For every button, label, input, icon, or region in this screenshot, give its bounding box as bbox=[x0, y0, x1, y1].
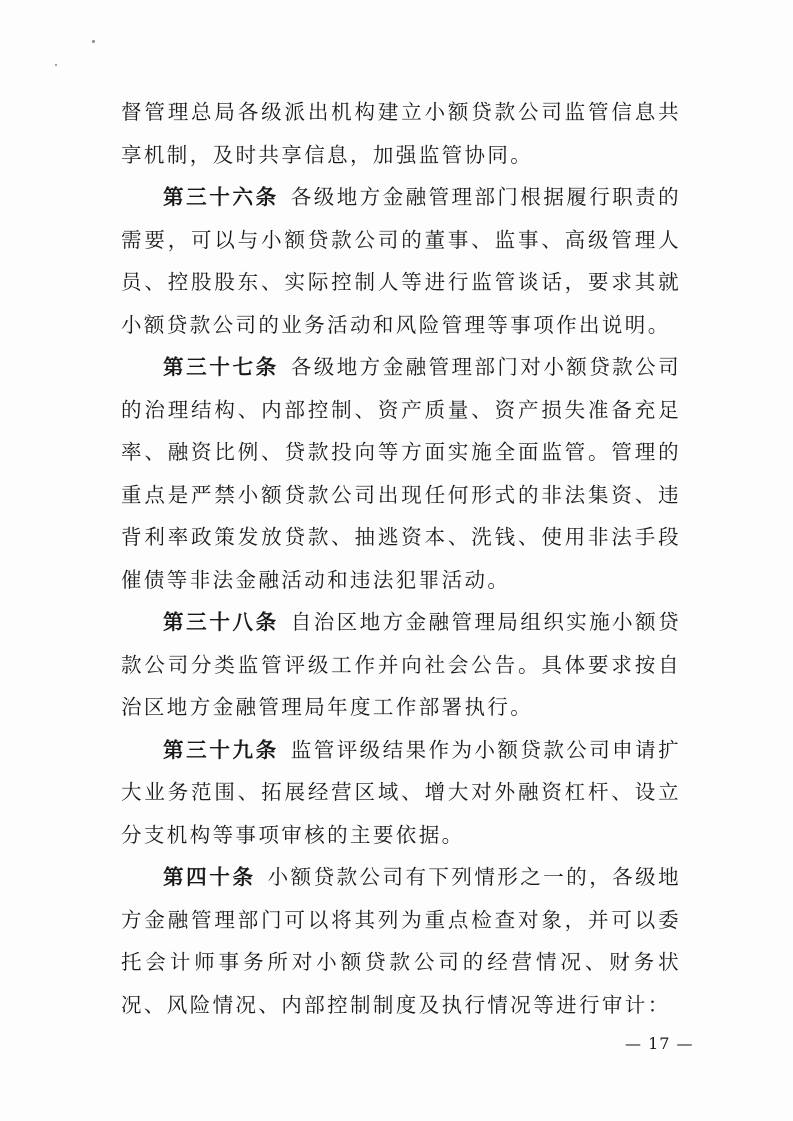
article-heading: 第四十条 bbox=[163, 865, 256, 889]
body-text bbox=[121, 91, 681, 1026]
scan-speck bbox=[55, 64, 57, 66]
article-38 bbox=[121, 601, 681, 729]
article-37 bbox=[121, 346, 681, 601]
article-39 bbox=[121, 729, 681, 857]
article-body: 各级地方金融管理部门根据履行职责的需要，可以与小额贷款公司的董事、监事、高级管理人员、控股股东、实际控制人等进行监管谈话，要求其就小额贷款公司的业务活动和风险管理等事项作出说明。 bbox=[121, 185, 682, 337]
continuation-paragraph: 督管理总局各级派出机构建立小额贷款公司监管信息共享机制，及时共享信息，加强监管协同。 bbox=[121, 100, 681, 167]
article-heading: 第三十七条 bbox=[163, 355, 279, 379]
scan-speck bbox=[92, 40, 95, 43]
article-40 bbox=[121, 856, 681, 1026]
article-body: 监管评级结果作为小额贷款公司申请扩大业务范围、拓展经营区域、增大对外融资杠杆、设立分支机构等事项审核的主要依据。 bbox=[121, 737, 682, 847]
page-number: — 17 — bbox=[625, 1034, 694, 1053]
article-heading: 第三十六条 bbox=[163, 185, 279, 209]
article-body: 各级地方金融管理部门对小额贷款公司的治理结构、内部控制、资产质量、资产损失准备充足率、融资比例、贷款投向等方面实施全面监管。管理的重点是严禁小额贷款公司出现任何形式的非法集资、违背利率政策发放贷款、抽逃资本、洗钱、使用非法手段催债等非法金融活动和违法犯罪活动。 bbox=[121, 355, 682, 592]
article-heading: 第三十八条 bbox=[163, 610, 279, 634]
article-heading: 第三十九条 bbox=[163, 737, 279, 762]
article-body: 自治区地方金融管理局组织实施小额贷款公司分类监管评级工作并向社会公告。具体要求按自治区地方金融管理局年度工作部署执行。 bbox=[121, 610, 682, 719]
article-body: 小额贷款公司有下列情形之一的，各级地方金融管理部门可以将其列为重点检查对象，并可以委托会计师事务所对小额贷款公司的经营情况、财务状况、风险情况、内部控制制度及执行情况等进行审计： bbox=[121, 865, 681, 1017]
article-36 bbox=[121, 176, 681, 346]
